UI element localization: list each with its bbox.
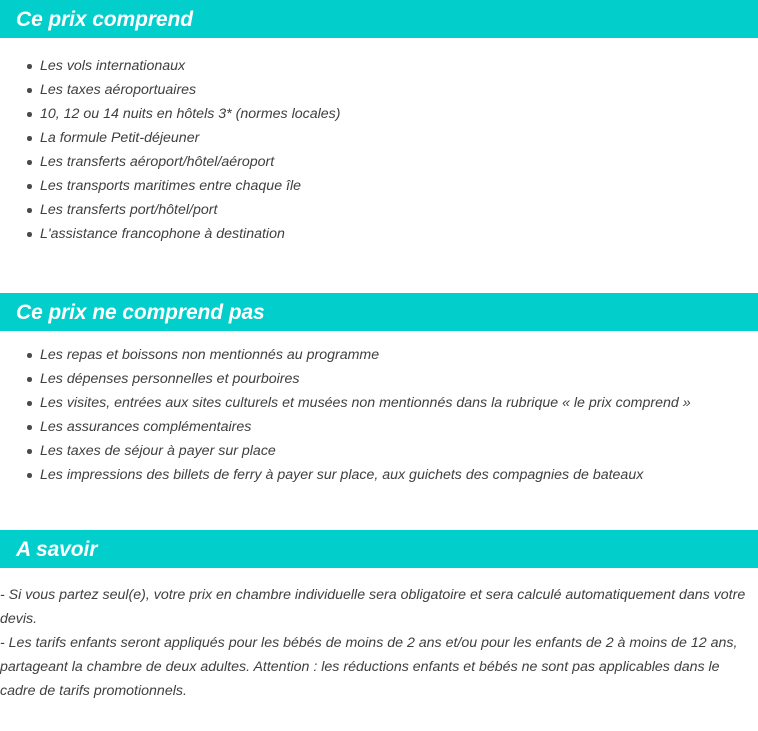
- section-header-not-included: [0, 293, 758, 331]
- list-item: [0, 391, 758, 415]
- not-included-item-label: Les dépenses personnelles et pourboires: [40, 371, 300, 387]
- list-item: [0, 78, 758, 102]
- not-included-item-label: Les impressions des billets de ferry à payer sur place, aux guichets des compagnies de bateaux: [40, 467, 644, 483]
- list-item: [0, 463, 758, 487]
- section-spacer: [0, 487, 758, 530]
- section-header-good-to-know: [0, 530, 758, 568]
- included-item-label: Les transports maritimes entre chaque île: [40, 178, 302, 194]
- list-item: [0, 174, 758, 198]
- list-item: [0, 343, 758, 367]
- not-included-item-label: Les assurances complémentaires: [40, 419, 252, 435]
- included-item-label: Les vols internationaux: [40, 58, 186, 74]
- included-item-label: La formule Petit-déjeuner: [40, 130, 200, 146]
- not-included-list: [0, 331, 758, 487]
- section-spacer: [0, 246, 758, 293]
- included-item-label: L'assistance francophone à destination: [40, 226, 285, 242]
- list-item: [0, 150, 758, 174]
- not-included-item-label: Les repas et boissons non mentionnés au programme: [40, 347, 380, 363]
- list-item: [0, 222, 758, 246]
- note-paragraph: - Si vous partez seul(e), votre prix en chambre individuelle sera obligatoire et sera calculé automatiquement dans votre devis.: [0, 587, 746, 627]
- not-included-item-label: Les visites, entrées aux sites culturels et musées non mentionnés dans la rubrique « le prix comprend »: [40, 395, 691, 411]
- good-to-know-notes: [0, 568, 758, 703]
- included-item-label: Les transferts port/hôtel/port: [40, 202, 218, 218]
- list-item: [0, 54, 758, 78]
- section-header-included: [0, 0, 758, 38]
- list-item: [0, 102, 758, 126]
- section-title-good-to-know: A savoir: [16, 537, 98, 561]
- included-item-label: Les transferts aéroport/hôtel/aéroport: [40, 154, 275, 170]
- list-item: [0, 367, 758, 391]
- not-included-item-label: Les taxes de séjour à payer sur place: [40, 443, 276, 459]
- section-title-not-included: Ce prix ne comprend pas: [16, 300, 265, 324]
- list-item: [0, 439, 758, 463]
- included-item-label: 10, 12 ou 14 nuits en hôtels 3* (normes locales): [40, 106, 341, 122]
- list-item: [0, 415, 758, 439]
- list-item: [0, 198, 758, 222]
- included-item-label: Les taxes aéroportuaires: [40, 82, 197, 98]
- section-title-included: Ce prix comprend: [16, 7, 193, 31]
- note-paragraph: - Les tarifs enfants seront appliqués pour les bébés de moins de 2 ans et/ou pour les enfants de 2 à moins de 12 ans, partageant la chambre de deux adultes. Attention : les réductions enfants et bébés ne sont pas applicables dans le cadre de tarifs promotionnels.: [0, 635, 738, 699]
- list-item: [0, 126, 758, 150]
- included-list: [0, 38, 758, 246]
